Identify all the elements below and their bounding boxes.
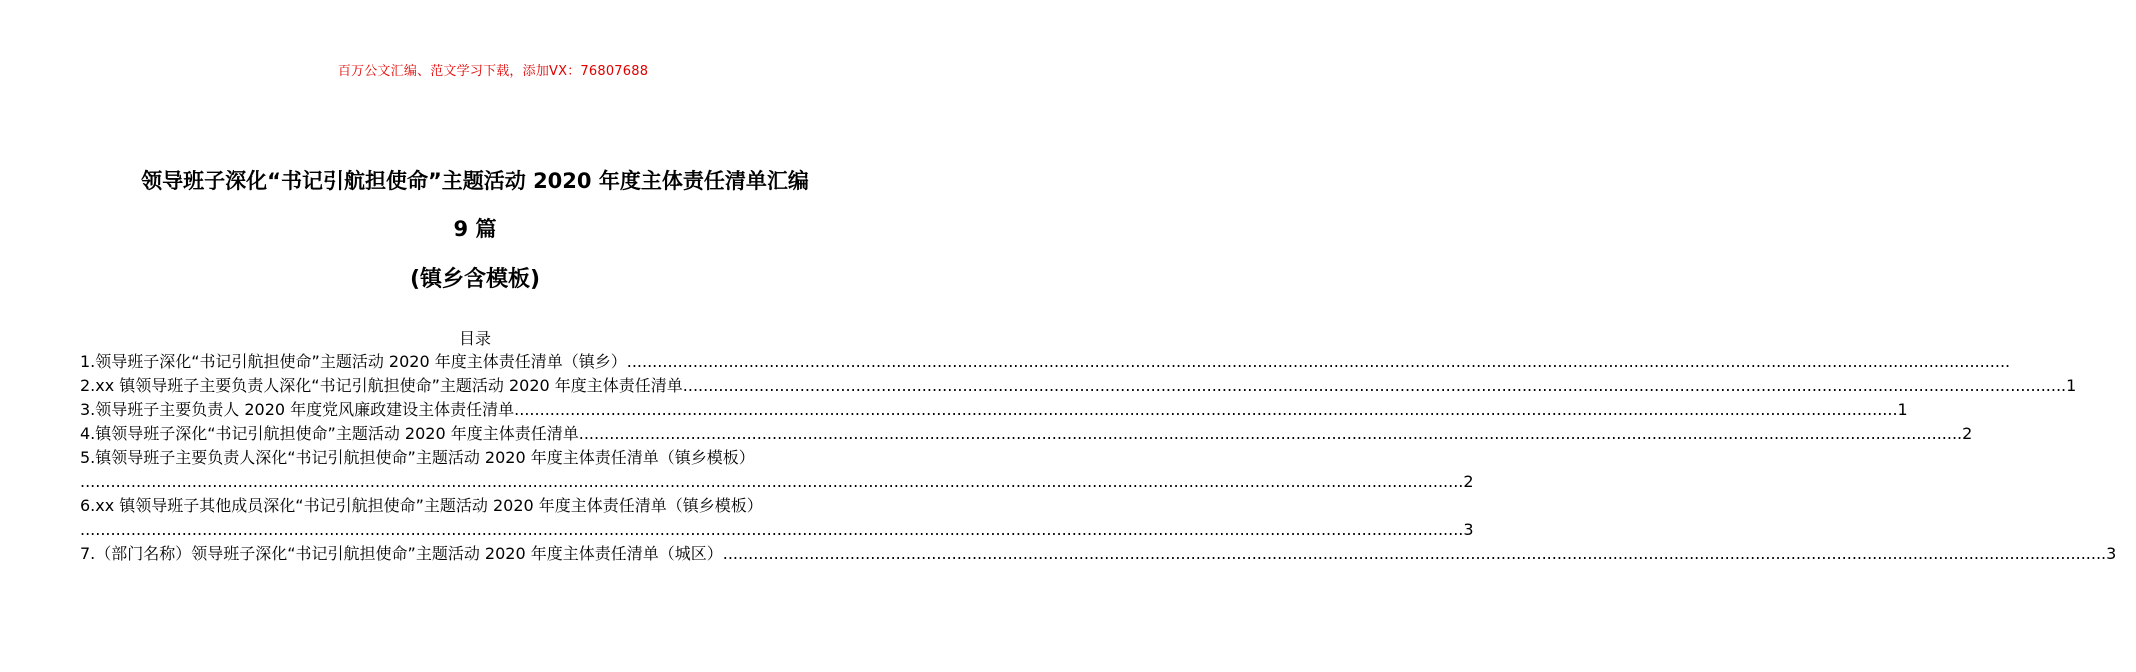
toc-item-text: 5.镇领导班子主要负责人深化“书记引航担使命”主题活动 2020 年度主体责任清单（镇乡模板）: [80, 448, 755, 467]
toc-leader-dots: [80, 518, 1463, 542]
toc-item-text: 2.xx 镇领导班子主要负责人深化“书记引航担使命”主题活动 2020 年度主体责任清单: [80, 376, 683, 395]
toc-item-page: 2: [1463, 472, 1474, 491]
toc-leader-dots: [514, 398, 1897, 422]
toc-item-text: 1.领导班子深化“书记引航担使命”主题活动 2020 年度主体责任清单（镇乡）: [80, 352, 627, 371]
toc-item-text: 7.（部门名称）领导班子深化“书记引航担使命”主题活动 2020 年度主体责任清单（城区）: [80, 544, 723, 563]
toc-item-page: 2: [1962, 424, 1973, 443]
toc-item-2[interactable]: [80, 374, 2077, 398]
document-title-line-3: (镇乡含模板): [409, 267, 541, 292]
toc-item-text: 6.xx 镇领导班子其他成员深化“书记引航担使命”主题活动 2020 年度主体责任清单（镇乡模板）: [80, 496, 763, 515]
toc-item-5[interactable]: [80, 446, 1474, 494]
toc-item-1[interactable]: [80, 350, 950, 374]
toc-item-3[interactable]: [80, 398, 1908, 422]
toc-item-6[interactable]: [80, 494, 1474, 542]
table-of-contents: [80, 350, 2117, 566]
toc-item-7[interactable]: [80, 542, 2117, 566]
toc-leader-dots: [627, 350, 2010, 374]
document-title-line-2: 9 篇: [453, 217, 497, 241]
document-title-line-1: 领导班子深化“书记引航担使命”主题活动 2020 年度主体责任清单汇编: [141, 169, 809, 193]
toc-item-page: 1: [1897, 400, 1908, 419]
toc-leader-dots: [579, 422, 1962, 446]
toc-heading: 目录: [458, 329, 491, 348]
toc-leader-dots: [80, 470, 1463, 494]
header-note: 百万公文汇编、范文学习下载，添加VX：76807688: [337, 64, 649, 79]
toc-leader-dots: [723, 542, 2106, 566]
toc-item-text: 3.领导班子主要负责人 2020 年度党风廉政建设主体责任清单: [80, 400, 515, 419]
toc-item-text: 4.镇领导班子深化“书记引航担使命”主题活动 2020 年度主体责任清单: [80, 424, 579, 443]
toc-item-page: 3: [2106, 544, 2117, 563]
toc-item-page: 1: [2066, 376, 2077, 395]
toc-item-page: 3: [1463, 520, 1474, 539]
toc-leader-dots: [683, 374, 2066, 398]
toc-item-4[interactable]: [80, 422, 1973, 446]
